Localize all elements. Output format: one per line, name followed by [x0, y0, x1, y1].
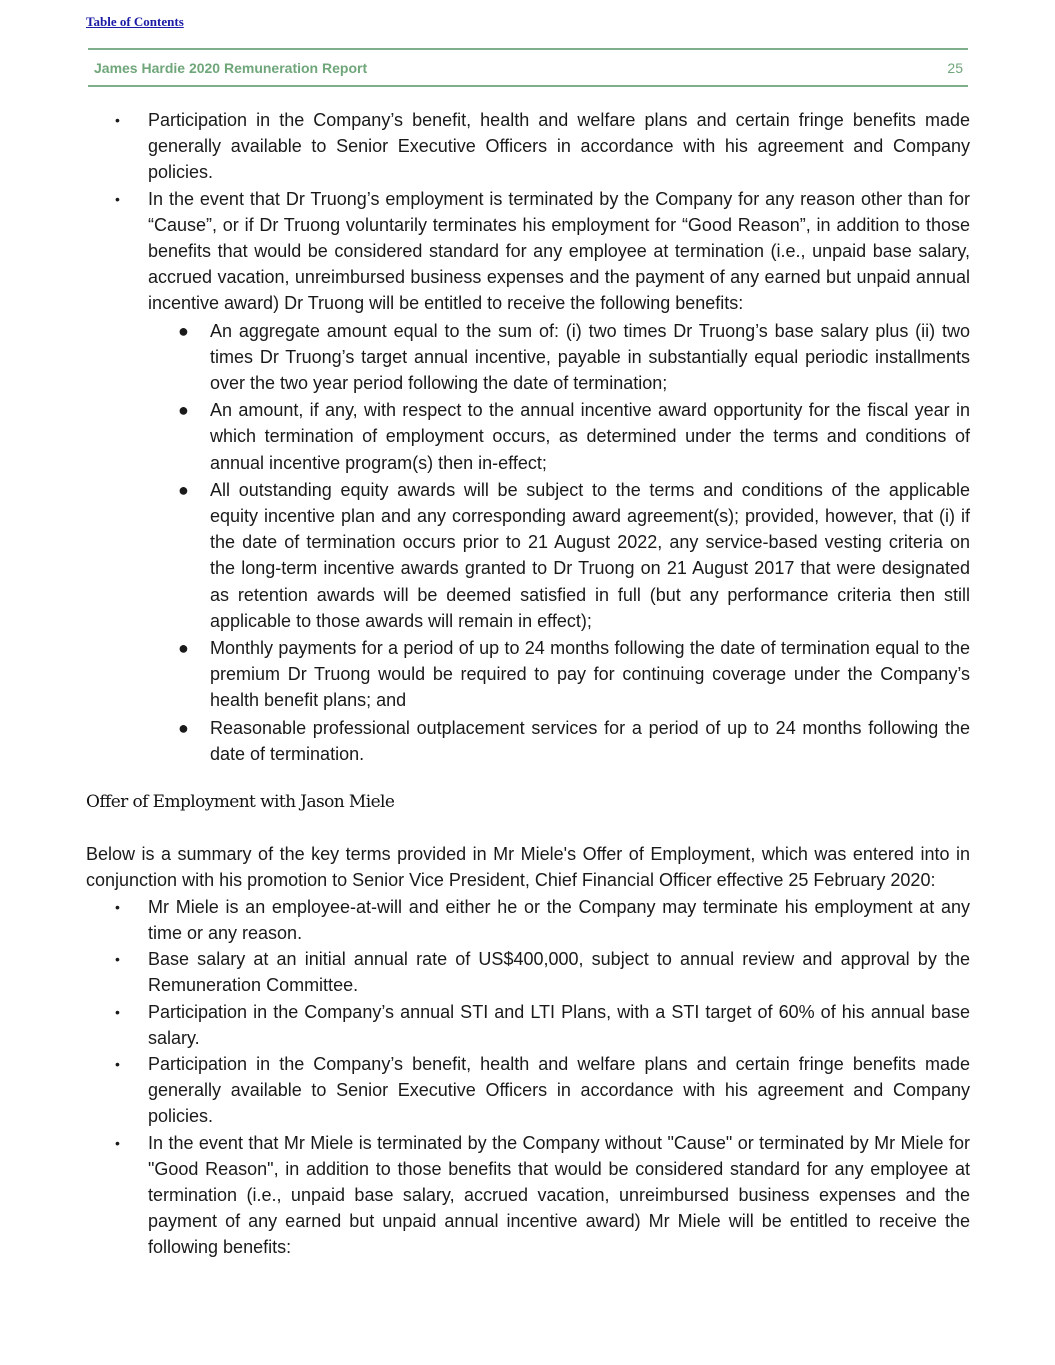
list-item-text: Participation in the Company’s benefit, health and welfare plans and certain fringe benefits made generally available to Senior Executive Officers in accordance with his agreement and Company policies. — [148, 1053, 970, 1127]
report-title: James Hardie 2020 Remuneration Report — [94, 60, 368, 76]
sub-list-item-text: An amount, if any, with respect to the annual incentive award opportunity for the fiscal year in which termination of employment occurs, as determined under the terms and conditions of annual incentive program(s) then in-effect; — [210, 400, 970, 473]
list-item — [86, 1051, 970, 1130]
sub-list-item — [86, 477, 970, 634]
list-item — [86, 186, 970, 317]
sub-list-item-text: All outstanding equity awards will be subject to the terms and conditions of the applicable equity incentive plan and any corresponding award agreement(s); provided, however, that (i) if the date of termination occurs prior to 21 August 2022, any service-based vesting criteria on the long-term incentive awards granted to Dr Truong on 21 August 2017 that were designated as retention awards will be deemed satisfied in full (but any performance criteria then still applicable to those awards will remain in effect); — [210, 479, 970, 631]
sub-bullet-icon: ● — [178, 717, 189, 738]
sub-list-item — [86, 318, 970, 397]
sub-list-item — [86, 397, 970, 476]
table-of-contents-link[interactable]: Table of Contents — [86, 14, 184, 29]
list-item-text: Participation in the Company’s benefit, health and welfare plans and certain fringe benefits made generally available to Senior Executive Officers in accordance with his agreement and Company policies. — [148, 110, 970, 183]
bullet-icon: • — [115, 1003, 120, 1020]
sub-list-item-text: An aggregate amount equal to the sum of: (i) two times Dr Truong’s base salary plus (ii) two times Dr Truong’s target annual incentive, payable in substantially equal periodic installments over the two year period following the date of termination; — [210, 320, 970, 394]
document-body — [86, 107, 970, 1261]
bullet-icon: • — [115, 1055, 120, 1072]
sub-bullet-icon: ● — [178, 638, 189, 659]
sub-list-item-text: Reasonable professional outplacement services for a period of up to 24 months following the date of termination. — [210, 717, 970, 764]
header-rule-top — [88, 48, 968, 50]
sub-bullet-icon: ● — [178, 400, 189, 421]
list-item-text: In the event that Dr Truong’s employment is terminated by the Company for any reason other than for “Cause”, or if Dr Truong voluntarily terminates his employment for “Good Reason”, in addition to those benefits that would be considered standard for any employee at termination (i.e., unpaid base salary, accrued vacation, unreimbursed business expenses and the payment of any earned but unpaid annual incentive award) Dr Truong will be entitled to receive the following benefits: — [148, 188, 970, 314]
bullet-icon: • — [115, 190, 120, 207]
bullet-icon: • — [115, 1134, 120, 1151]
list-item-text: Mr Miele is an employee-at-will and either he or the Company may terminate his employment at any time or any reason. — [148, 896, 970, 943]
list-item — [86, 894, 970, 946]
list-item-text: In the event that Mr Miele is terminated by the Company without "Cause" or terminated by Mr Miele for "Good Reason", in addition to those benefits that would be considered standard for any employee at termination (i.e., unpaid base salary, accrued vacation, unreimbursed business expenses and the payment of any earned but unpaid annual incentive award) Mr Miele will be entitled to receive the following benefits: — [148, 1132, 970, 1258]
section-heading: Offer of Employment with Jason Miele — [86, 792, 395, 813]
sub-bullet-icon: ● — [178, 479, 189, 500]
page-number: 25 — [947, 60, 963, 76]
list-item — [86, 946, 970, 998]
header-rule-bottom — [88, 85, 968, 87]
sub-bullet-icon: ● — [178, 320, 189, 341]
list-item-text: Base salary at an initial annual rate of US$400,000, subject to annual review and approval by the Remuneration Committee. — [148, 949, 970, 996]
sub-list-item — [86, 715, 970, 767]
list-item-text: Participation in the Company’s annual STI and LTI Plans, with a STI target of 60% of his annual base salary. — [148, 1001, 970, 1048]
bullet-icon: • — [115, 898, 120, 915]
intro-paragraph: Below is a summary of the key terms provided in Mr Miele's Offer of Employment, which was entered into in conjunction with his promotion to Senior Vice President, Chief Financial Officer effective 25 February 2020: — [86, 844, 970, 891]
list-item — [86, 1130, 970, 1261]
sub-list-item — [86, 635, 970, 714]
bullet-icon: • — [115, 112, 120, 128]
list-item — [86, 999, 970, 1051]
list-item — [86, 107, 970, 186]
sub-list-item-text: Monthly payments for a period of up to 24 months following the date of termination equal to the premium Dr Truong would be required to pay for continuing coverage under the Company’s health benefit plans; and — [210, 638, 970, 711]
bullet-icon: • — [115, 951, 120, 968]
